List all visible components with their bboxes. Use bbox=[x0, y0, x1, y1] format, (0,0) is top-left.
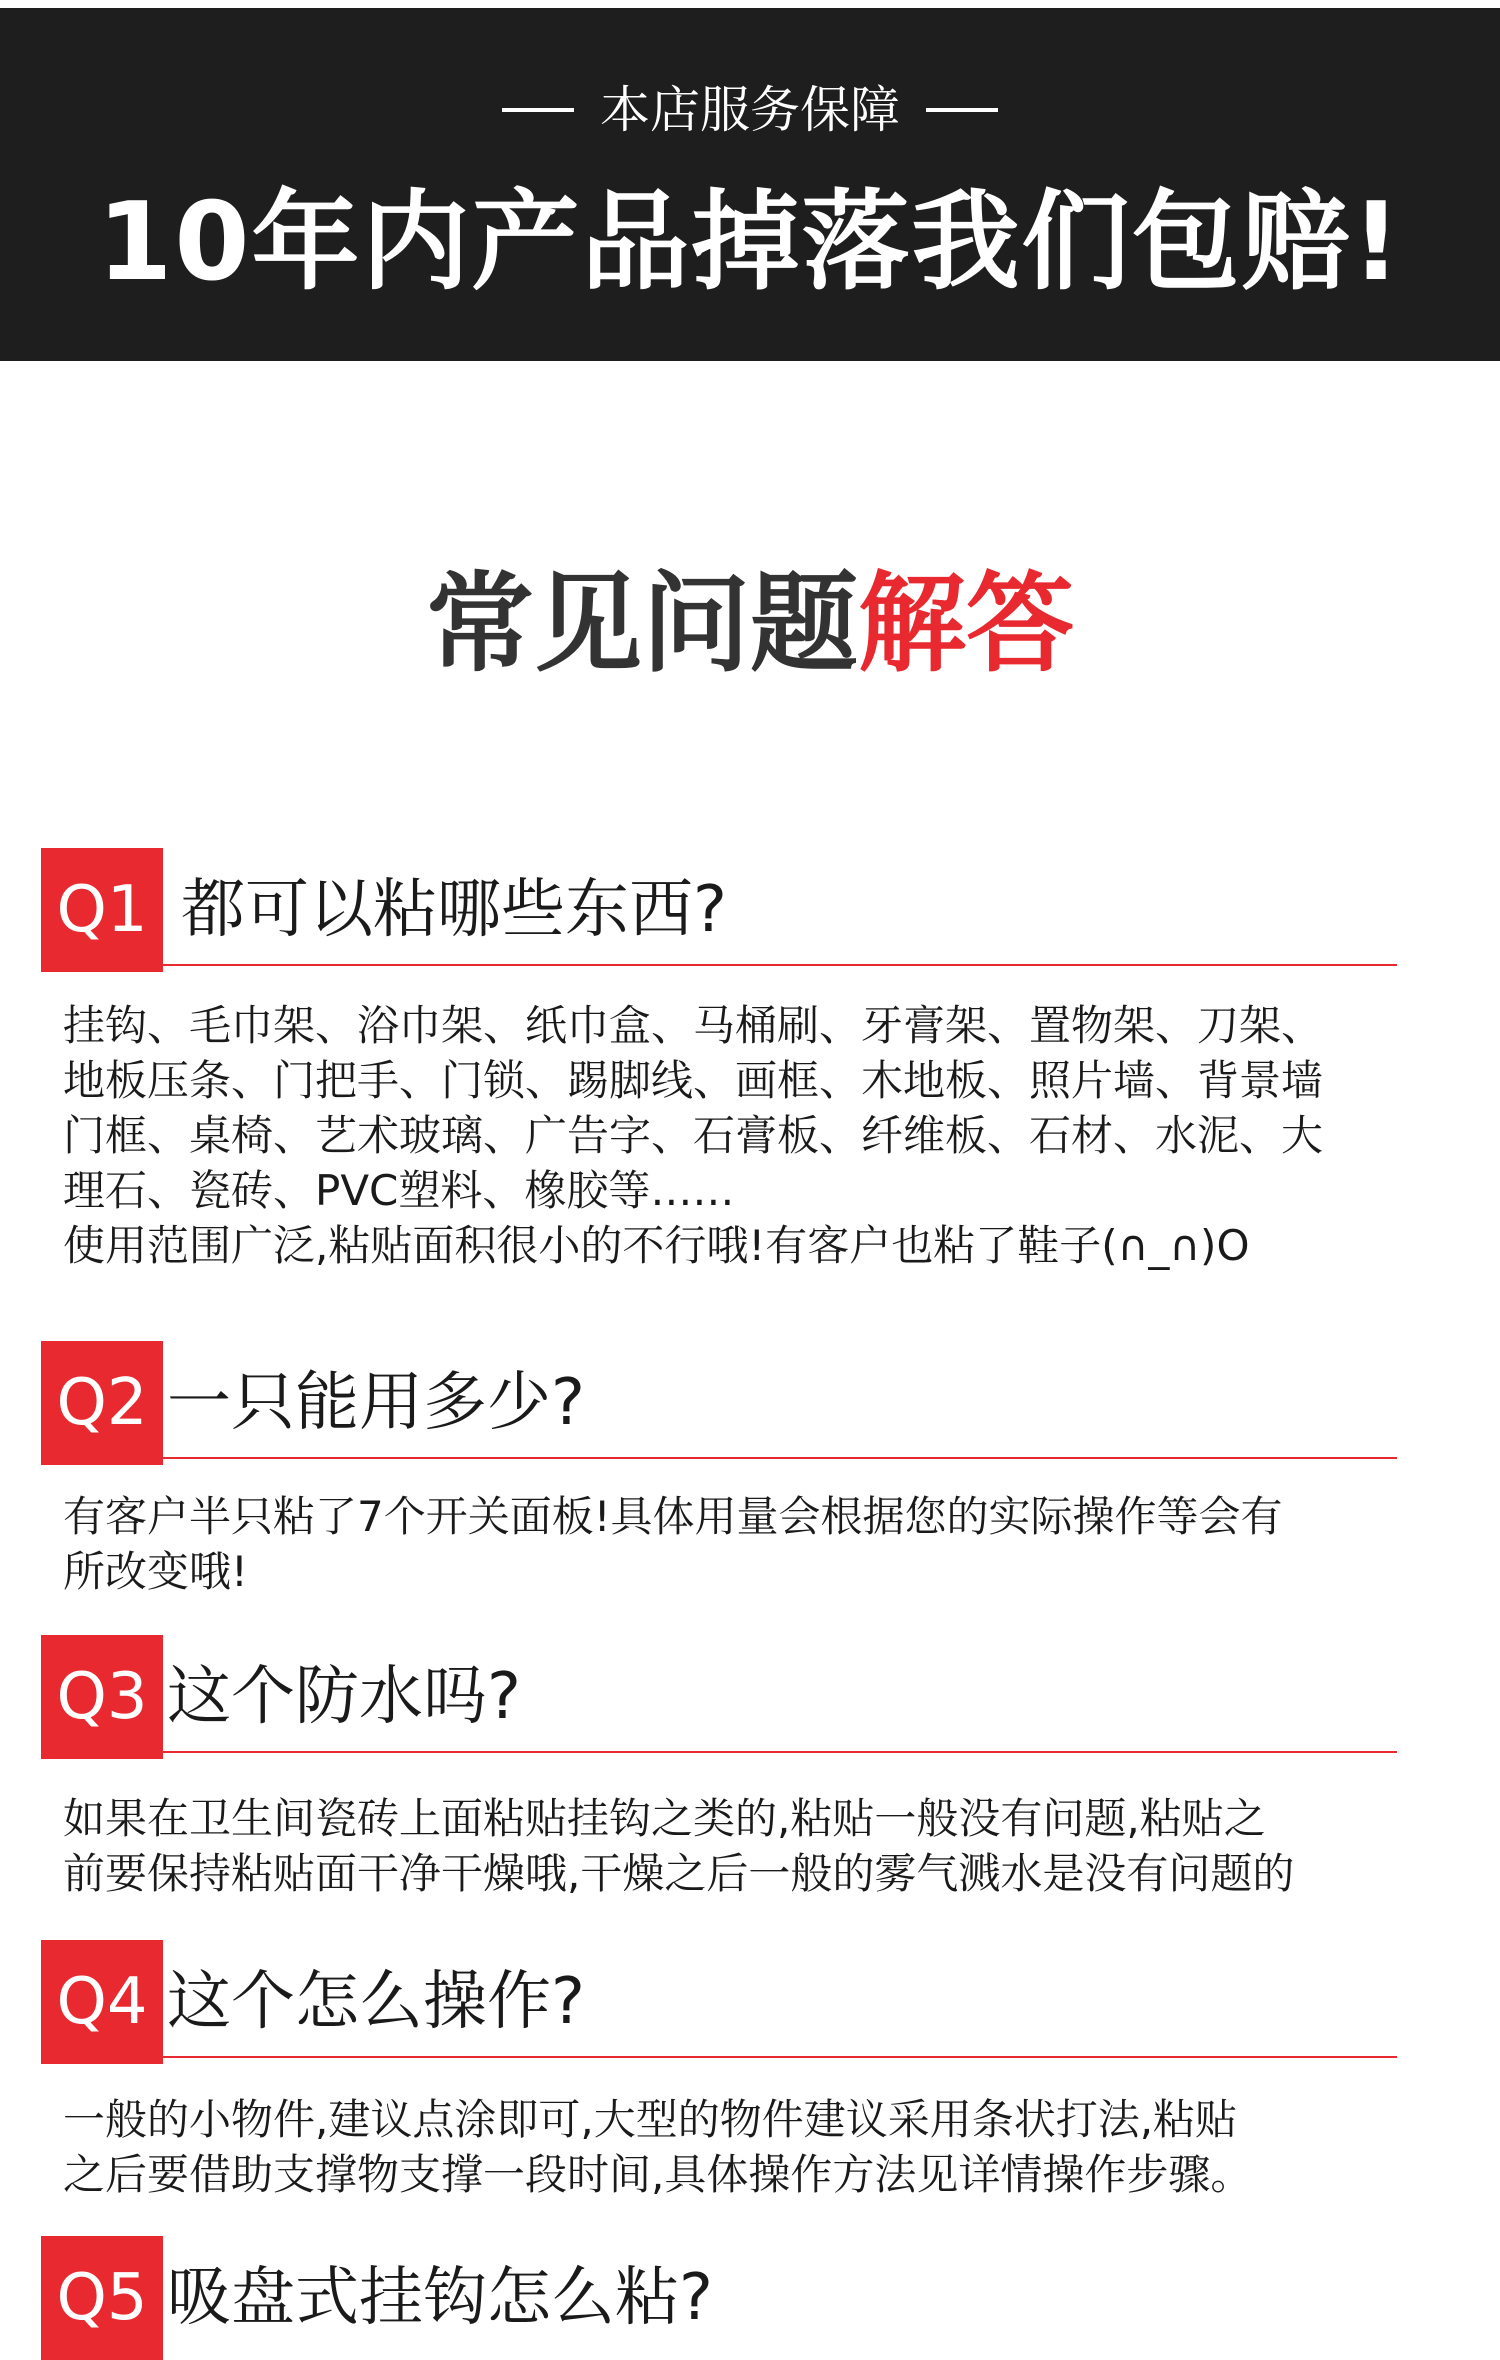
question-text: 都可以粘哪些东西? bbox=[181, 873, 727, 947]
faq-heading bbox=[0, 560, 1500, 690]
answer-line: 前要保持粘贴面干净干燥哦,干燥之后一般的雾气溅水是没有问题的 bbox=[63, 1849, 1295, 1898]
answer-line: 之后要借助支撑物支撑一段时间,具体操作方法见详情操作步骤。 bbox=[63, 2150, 1253, 2199]
question-header bbox=[41, 1635, 1461, 1759]
question-badge: Q4 bbox=[41, 1940, 163, 2064]
question-underline bbox=[163, 1751, 1397, 1753]
faq-heading-highlight: 解答 bbox=[858, 562, 1075, 687]
question-underline bbox=[163, 964, 1397, 966]
left-dash bbox=[502, 108, 574, 112]
answer-line: 有客户半只粘了7个开关面板!具体用量会根据您的实际操作等会有 bbox=[63, 1492, 1283, 1541]
question-header bbox=[41, 848, 1461, 972]
question-text: 这个怎么操作? bbox=[167, 1965, 585, 2039]
faq-heading-main: 常见问题 bbox=[425, 562, 858, 687]
answer-line: 一般的小物件,建议点涂即可,大型的物件建议采用条状打法,粘贴 bbox=[63, 2095, 1238, 2144]
answer-text bbox=[63, 998, 1463, 1273]
question-badge: Q2 bbox=[41, 1341, 163, 1465]
right-dash bbox=[926, 108, 998, 112]
question-text: 这个防水吗? bbox=[167, 1660, 521, 1734]
service-banner bbox=[0, 8, 1500, 361]
faq-item-q2 bbox=[41, 1341, 1461, 1596]
question-text: 一只能用多少? bbox=[167, 1366, 585, 1440]
banner-title: 10年内产品掉落我们包赔! bbox=[97, 180, 1403, 305]
faq-item-q4 bbox=[41, 1940, 1461, 2199]
question-underline bbox=[163, 2056, 1397, 2058]
question-underline bbox=[163, 1457, 1397, 1459]
question-header bbox=[41, 1940, 1461, 2064]
question-badge: Q1 bbox=[41, 848, 163, 972]
faq-item-q3 bbox=[41, 1635, 1461, 1898]
answer-line: 地板压条、门把手、门锁、踢脚线、画框、木地板、照片墙、背景墙 bbox=[63, 1056, 1324, 1105]
answer-line: 理石、瓷砖、PVC塑料、橡胶等…… bbox=[63, 1166, 735, 1215]
question-header bbox=[41, 2236, 1461, 2360]
answer-line: 如果在卫生间瓷砖上面粘贴挂钩之类的,粘贴一般没有问题,粘贴之 bbox=[63, 1794, 1266, 1843]
answer-line: 所改变哦! bbox=[63, 1547, 248, 1596]
question-text: 吸盘式挂钩怎么粘? bbox=[167, 2261, 713, 2335]
answer-text bbox=[63, 1489, 1463, 1599]
question-badge: Q5 bbox=[41, 2236, 163, 2360]
faq-item-q5 bbox=[41, 2236, 1461, 2360]
answer-line: 门框、桌椅、艺术玻璃、广告字、石膏板、纤维板、石材、水泥、大 bbox=[63, 1111, 1324, 1160]
banner-subtitle-row bbox=[0, 80, 1500, 140]
answer-line: 挂钩、毛巾架、浴巾架、纸巾盒、马桶刷、牙膏架、置物架、刀架、 bbox=[63, 1001, 1324, 1050]
answer-text bbox=[63, 1791, 1463, 1901]
question-header bbox=[41, 1341, 1461, 1465]
answer-text bbox=[63, 2092, 1463, 2202]
faq-item-q1 bbox=[41, 848, 1461, 1270]
banner-subtitle: 本店服务保障 bbox=[600, 81, 900, 139]
question-badge: Q3 bbox=[41, 1635, 163, 1759]
answer-line: 使用范围广泛,粘贴面积很小的不行哦!有客户也粘了鞋子(∩_∩)O bbox=[63, 1221, 1250, 1270]
